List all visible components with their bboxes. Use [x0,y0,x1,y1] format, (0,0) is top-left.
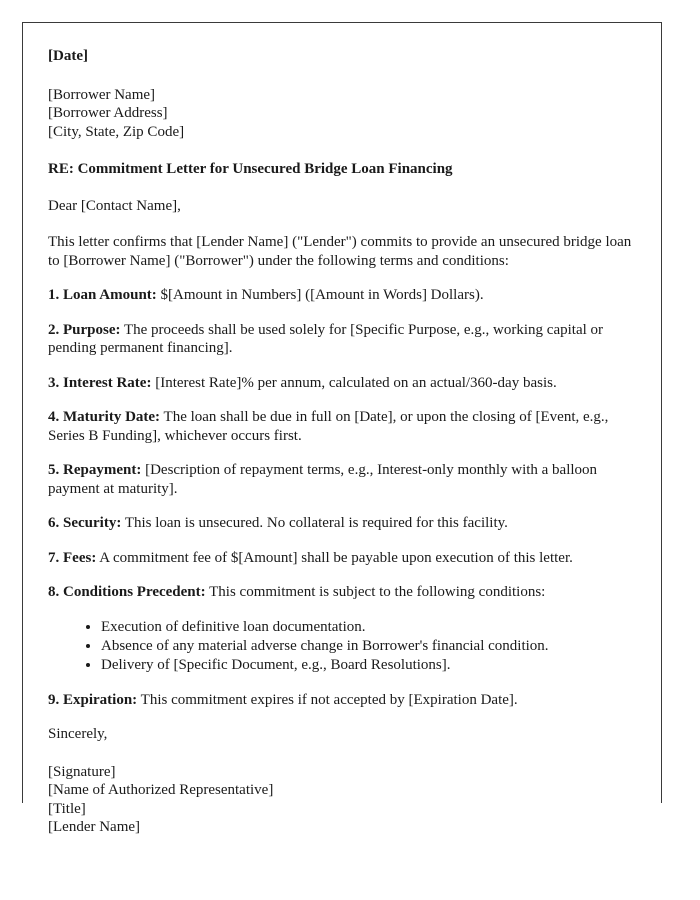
term-number: 8. [48,584,60,600]
term-label: Loan Amount: [63,287,157,303]
date-placeholder: [Date] [48,48,88,64]
term-text: $[Amount in Numbers] ([Amount in Words] Dollars). [160,287,484,303]
term-label: Interest Rate: [63,374,152,391]
recipient-address-block [48,86,637,142]
term-paragraph [48,374,637,393]
document-page [22,22,662,835]
list-item: • Execution of definitive loan documentation. [101,618,637,637]
closing-salutation: Sincerely, [48,726,108,742]
signature-line: [Lender Name] [48,819,141,835]
conditions-list [48,618,637,675]
term-paragraph [48,286,637,305]
term-number: 6. [48,515,60,531]
intro-paragraph: This letter confirms that [Lender Name] ("Lender") commits to provide an unsecured bridge loan to [Borrower Name] ("Borrower") under the following terms and conditions: [48,234,632,269]
term-label: Purpose: [63,321,121,338]
term-paragraph [48,691,637,710]
salutation: Dear [Contact Name], [48,197,181,214]
term-number: 5. [48,462,60,478]
address-line: [Borrower Name] [48,86,156,103]
address-line: [Borrower Address] [48,105,168,121]
term-paragraph [48,321,637,358]
term-text: This commitment is subject to the following conditions: [209,584,546,600]
term-number: 9. [48,691,60,708]
term-label: Security: [63,515,122,531]
term-number: 4. [48,409,60,425]
term-label: Repayment: [63,462,142,478]
list-item: • Absence of any material adverse change in Borrower's financial condition. [101,637,637,656]
term-label: Conditions Precedent: [63,584,206,600]
term-label: Maturity Date: [63,409,161,425]
signature-line: [Title] [48,800,86,817]
term-text: The proceeds shall be used solely for [Specific Purpose, e.g., working capital or pending permanent financing]. [48,321,604,356]
term-text: [Interest Rate]% per annum, calculated on an actual/360-day basis. [155,374,557,391]
term-label: Expiration: [63,691,138,708]
term-paragraph [48,408,637,445]
signature-block [48,763,637,837]
term-number: 2. [48,321,60,338]
term-text: This commitment expires if not accepted by [Expiration Date]. [140,691,518,708]
subject-line: RE: Commitment Letter for Unsecured Bridge Loan Financing [48,161,453,177]
list-item: • Delivery of [Specific Document, e.g., Board Resolutions]. [101,656,637,675]
address-line: [City, State, Zip Code] [48,123,185,140]
term-paragraph [48,514,637,533]
term-label: Fees: [63,549,97,566]
term-number: 1. [48,287,60,303]
signature-line: [Signature] [48,763,116,780]
term-paragraph [48,583,637,602]
term-text: This loan is unsecured. No collateral is required for this facility. [124,515,508,531]
term-text: A commitment fee of $[Amount] shall be payable upon execution of this letter. [99,549,573,566]
term-paragraph [48,461,637,498]
term-number: 3. [48,374,60,391]
term-number: 7. [48,549,60,566]
document-body [23,23,661,837]
term-text: [Description of repayment terms, e.g., Interest-only monthly with a balloon payment at maturity]. [48,462,598,497]
signature-line: [Name of Authorized Representative] [48,782,274,798]
term-paragraph [48,549,637,568]
term-text: The loan shall be due in full on [Date], or upon the closing of [Event, e.g., Series B Funding], whichever occurs first. [48,409,609,444]
